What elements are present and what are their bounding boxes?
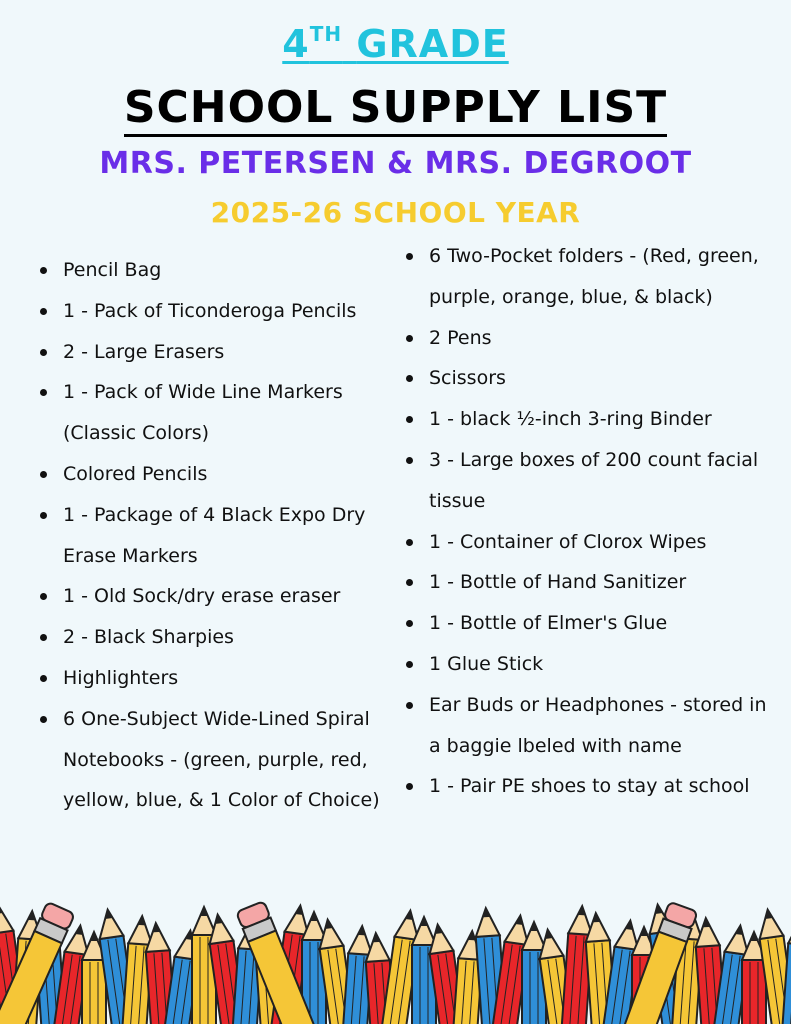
list-item: 1 - Pack of Wide Line Markers (Classic Colors) [38,372,383,454]
list-item: 2 - Large Erasers [38,332,383,373]
supply-list-left [38,250,383,821]
page-title [0,82,791,133]
list-item: 1 - black ½-inch 3-ring Binder [404,399,779,440]
teachers-heading: MRS. PETERSEN & MRS. DEGROOT [99,146,692,181]
list-item: 1 - Bottle of Elmer's Glue [404,603,779,644]
page-title-text: SCHOOL SUPPLY LIST [124,82,667,137]
list-item: 1 - Old Sock/dry erase eraser [38,576,383,617]
list-item: Scissors [404,358,779,399]
list-item: 1 - Pack of Ticonderoga Pencils [38,291,383,332]
list-item: 2 - Black Sharpies [38,617,383,658]
list-item: 2 Pens [404,318,779,359]
list-item: 1 - Package of 4 Black Expo Dry Erase Markers [38,495,383,577]
list-item: 6 One-Subject Wide-Lined Spiral Notebooks - (green, purple, red, yellow, blue, & 1 Color of Choice) [38,699,383,821]
list-item: Pencil Bag [38,250,383,291]
list-item: 1 Glue Stick [404,644,779,685]
supply-list-right [404,236,779,807]
list-item: Highlighters [38,658,383,699]
list-item: Ear Buds or Headphones - stored in a baggie lbeled with name [404,685,779,767]
school-year-heading: 2025-26 SCHOOL YEAR [210,196,581,229]
list-item: 3 - Large boxes of 200 count facial tissue [404,440,779,522]
list-item: Colored Pencils [38,454,383,495]
grade-suffix: TH [309,22,343,46]
grade-heading [0,22,791,66]
grade-number: 4 [282,22,310,66]
list-item: 1 - Container of Clorox Wipes [404,522,779,563]
list-item: 1 - Pair PE shoes to stay at school [404,766,779,807]
list-item: 6 Two-Pocket folders - (Red, green, purple, orange, blue, & black) [404,236,779,318]
list-item: 1 - Bottle of Hand Sanitizer [404,562,779,603]
pencil-border [0,884,791,1024]
grade-word: GRADE [356,22,509,66]
